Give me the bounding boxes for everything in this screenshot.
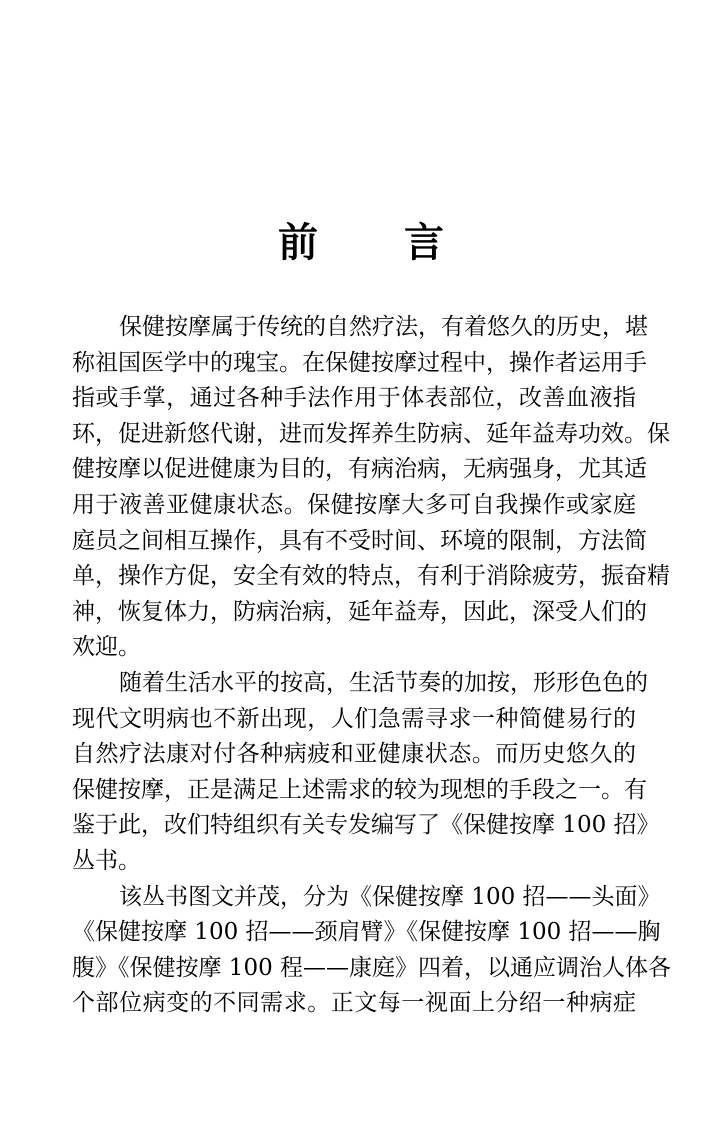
paragraph-1-line-7: 庭员之间相互操作，具有不受时间、环境的限制，方法简 [72, 527, 647, 554]
paragraph-1-line-9: 神，恢复体力，防病治病，延年益寿，因此，深受人们的 [72, 598, 647, 625]
paragraph-1-line-4: 环，促进新悠代谢，进而发挥养生防病、延年益寿功效。保 [72, 420, 670, 447]
paragraph-2-line-5: 鉴于此，改们特组织有关专发编写了《保健按摩 100 招》 [72, 812, 660, 839]
paragraph-3-line-3: 腹》《保健按摩 100 程——康庭》四着，以通应调治人体各 [72, 954, 672, 981]
paragraph-1-line-1: 保健按摩属于传统的自然疗法，有着悠久的历史，堪 [119, 314, 648, 340]
paragraph-1-line-5: 健按摩以促进健康为目的，有病治病，无病强身，尤其适 [72, 456, 647, 483]
paragraph-1-line-8: 单，操作方促，安全有效的特点，有利于消除疲劳，振奋精 [72, 563, 670, 590]
paragraph-2-line-3: 自然疗法康对付各种病疲和亚健康状态。而历史悠久的 [72, 741, 636, 768]
paragraph-1-line-6: 用于液善亚健康状态。保健按摩大多可自我操作或家庭 [72, 491, 636, 518]
paragraph-1-line-2: 称祖国医学中的瑰宝。在保健按摩过程中，操作者运用手 [72, 349, 647, 376]
preface-body [72, 310, 672, 1022]
paragraph-2-line-2: 现代文明病也不新出现，人们急需寻求一种简健易行的 [72, 705, 636, 732]
title-char-1: 前 [278, 219, 318, 266]
paragraph-1-line-10: 欢迎。 [72, 634, 141, 661]
paragraph-2-line-6: 丛书。 [72, 847, 141, 874]
paragraph-1-line-3: 指或手掌，通过各种手法作用于体表部位，改善血液指 [72, 385, 636, 412]
paragraph-2-line-1: 随着生活水平的按高，生活节奏的加按，形形色色的 [119, 669, 648, 696]
paragraph-3-line-4: 个部位病变的不同需求。正文每一视面上分绍一种病症 [72, 990, 636, 1017]
paragraph-2-line-4: 保健按摩，正是满足上述需求的较为现想的手段之一。有 [72, 776, 647, 803]
paragraph-3-line-2: 《保健按摩 100 招——颈肩臂》《保健按摩 100 招——胸 [72, 919, 661, 946]
title-char-2: 言 [404, 219, 444, 266]
paragraph-3-line-1: 该丛书图文并茂，分为《保健按摩 100 招——头面》 [119, 883, 661, 910]
